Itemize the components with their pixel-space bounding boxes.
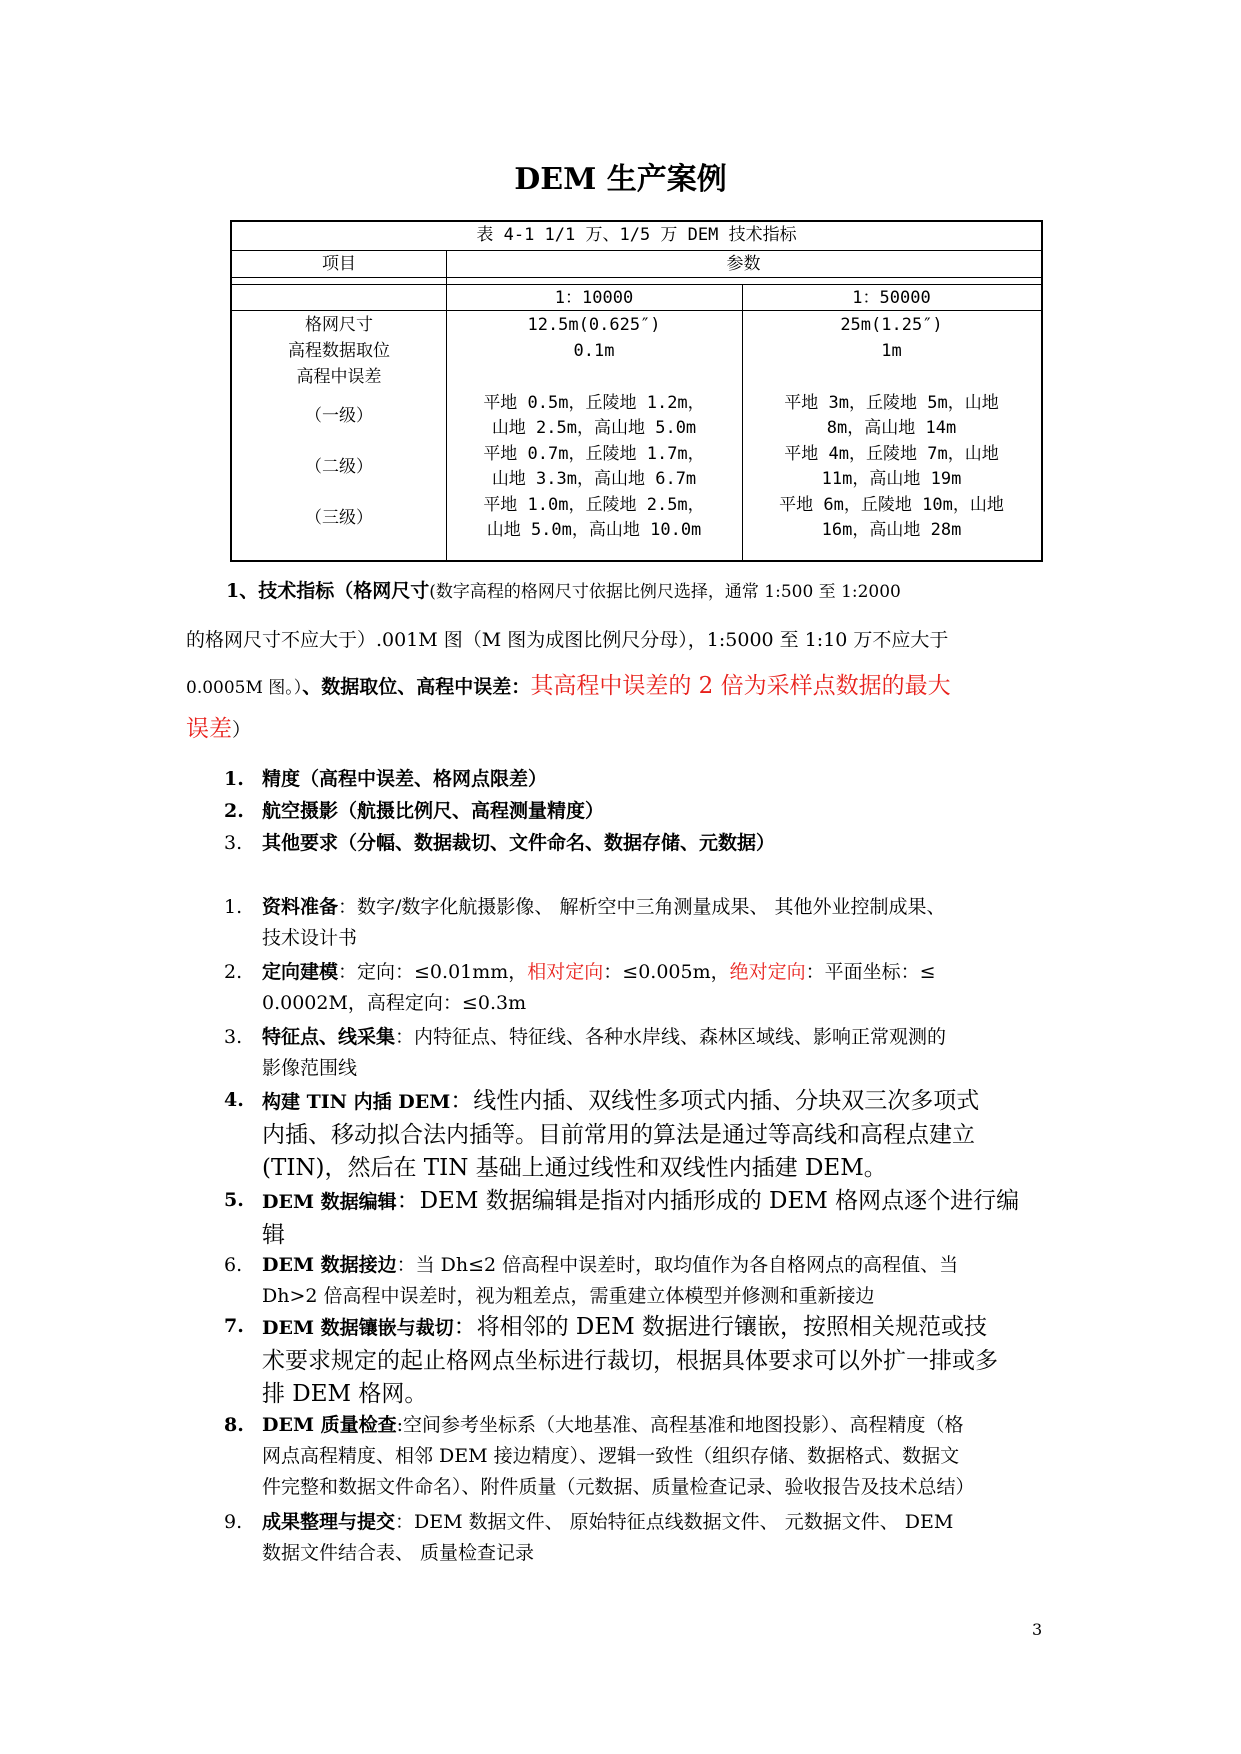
cell-l1b-10000: 山地 2.5m，高山地 5.0m: [491, 418, 697, 438]
col-item-header: 项目: [322, 254, 356, 274]
cell-l3a-10000: 平地 1.0m，丘陵地 2.5m，: [483, 495, 705, 515]
dem-spec-table: [230, 220, 1043, 562]
cell-grid-50000: 25m(1.25″): [840, 315, 943, 335]
cell-l1a-50000: 平地 3m，丘陵地 5m，山地: [784, 393, 999, 413]
cell-l2a-10000: 平地 0.7m，丘陵地 1.7m，: [483, 444, 705, 464]
row-level-1: （一级）: [305, 406, 373, 426]
cell-l2b-10000: 山地 3.3m，高山地 6.7m: [491, 469, 697, 489]
intro-line-4: 误差）: [186, 716, 252, 742]
col-params-header: 参数: [726, 254, 761, 274]
row-grid-size: 格网尺寸: [305, 315, 373, 335]
intro-line-2: 的格网尺寸不应大于）.001M 图（M 图为成图比例尺分母），1:5000 至 1:10 万不应大于: [186, 629, 949, 651]
row-level-2: （二级）: [305, 457, 373, 477]
intro-line-1: 1、技术指标（格网尺寸(数字高程的格网尺寸依据比例尺选择，通常 1:500 至 1:2000: [226, 580, 901, 602]
cell-l3a-50000: 平地 6m，丘陵地 10m，山地: [779, 495, 1004, 515]
scale-50000-header: 1：50000: [852, 288, 931, 308]
cell-digits-10000: 0.1m: [573, 341, 615, 361]
page-title: DEM 生产案例: [514, 162, 727, 197]
cell-l1a-10000: 平地 0.5m，丘陵地 1.2m，: [483, 393, 705, 413]
cell-l1b-50000: 8m，高山地 14m: [826, 418, 957, 438]
table-caption: 表 4-1 1/1 万、1/5 万 DEM 技术指标: [476, 225, 797, 245]
scale-10000-header: 1：10000: [554, 288, 634, 308]
row-elevation-digits: 高程数据取位: [288, 341, 390, 361]
cell-l2b-50000: 11m，高山地 19m: [821, 469, 962, 489]
cell-l3b-50000: 16m，高山地 28m: [821, 520, 962, 540]
cell-grid-10000: 12.5m(0.625″): [527, 315, 661, 335]
cell-l2a-50000: 平地 4m，丘陵地 7m，山地: [784, 444, 999, 464]
cell-l3b-10000: 山地 5.0m，高山地 10.0m: [486, 520, 702, 540]
page-number: 3: [1032, 1620, 1043, 1639]
row-level-3: （三级）: [305, 508, 373, 528]
row-elevation-error: 高程中误差: [296, 367, 382, 387]
cell-digits-50000: 1m: [881, 341, 902, 361]
intro-line-3: 0.0005M 图。）、数据取位、高程中误差：其高程中误差的 2 倍为采样点数据的最大: [186, 673, 951, 699]
